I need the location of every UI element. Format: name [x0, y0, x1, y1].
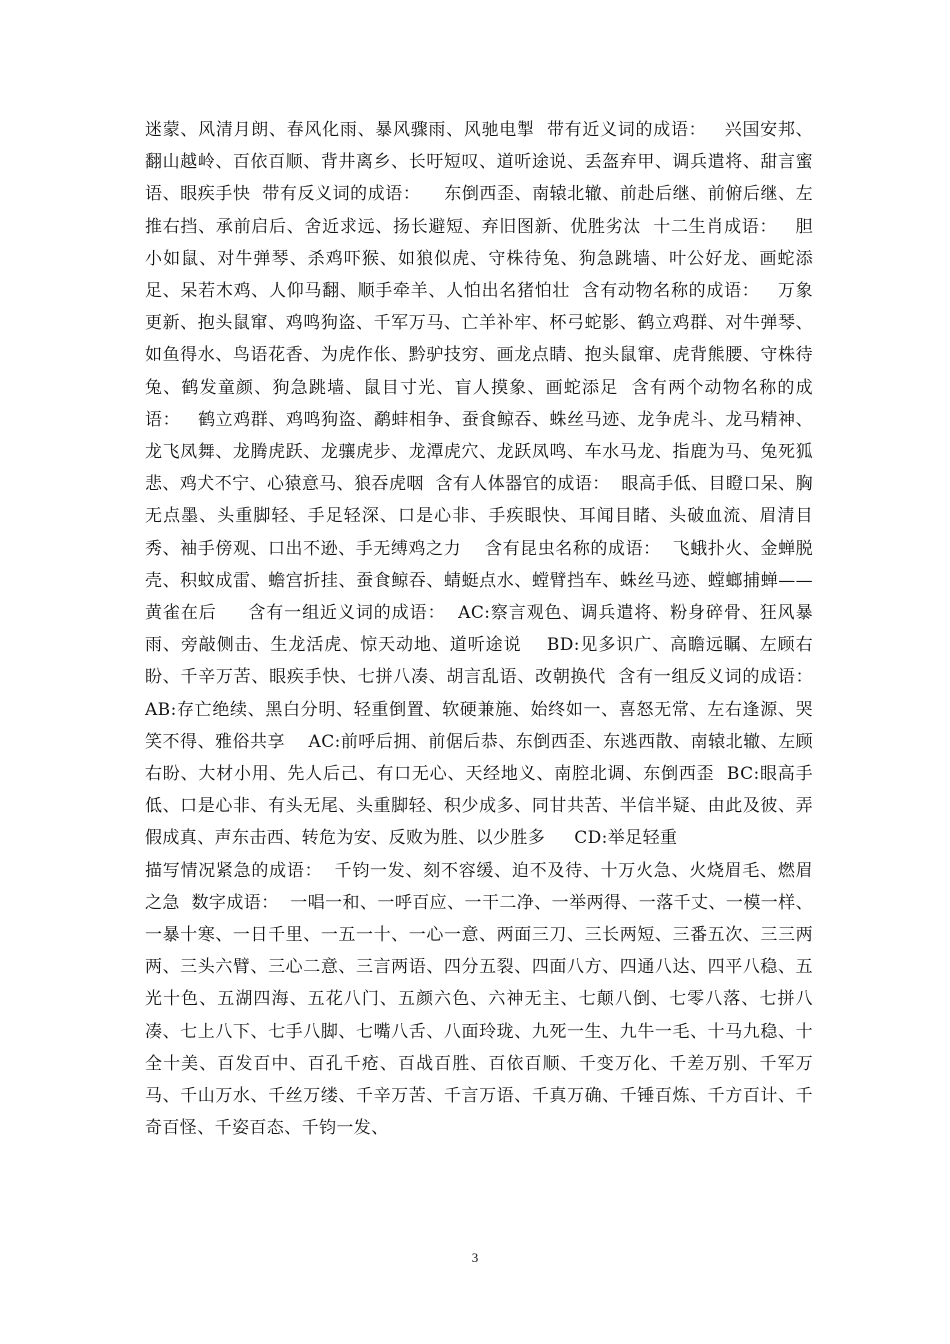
page-number: 3	[471, 1250, 479, 1265]
idiom-paragraph-1: 迷蒙、风清月朗、春风化雨、暴风骤雨、风驰电掣 带有近义词的成语： 兴国安邦、翻山越岭、百依百顺、背井离乡、长吁短叹、道听途说、丢盔弃甲、调兵遣将、甜言蜜语、眼疾手快 带有反义词的成语： 东倒西歪、南辕北辙、前赴后继、前俯后继、左推右挡、承前启后、舍近求远、扬长避短、弃旧图新、优胜劣汰 十二生肖成语： 胆小如鼠、对牛弹琴、杀鸡吓猴、如狼似虎、守株待兔、狗急跳墙、叶公好龙、画蛇添足、呆若木鸡、人仰马翻、顺手牵羊、人怕出名猪怕壮 含有动物名称的成语： 万象更新、抱头鼠窜、鸡鸣狗盗、千军万马、亡羊补牢、杯弓蛇影、鹤立鸡群、对牛弹琴、如鱼得水、鸟语花香、为虎作伥、黔驴技穷、画龙点睛、抱头鼠窜、虎背熊腰、守株待兔、鹤发童颜、狗急跳墙、鼠目寸光、盲人摸象、画蛇添足 含有两个动物名称的成语： 鹤立鸡群、鸡鸣狗盗、鹬蚌相争、蚕食鲸吞、蛛丝马迹、龙争虎斗、龙马精神、龙飞凤舞、龙腾虎跃、龙骧虎步、龙潭虎穴、龙跃凤鸣、车水马龙、指鹿为马、兔死狐悲、鸡犬不宁、心猿意马、狼吞虎咽 含有人体器官的成语： 眼高手低、目瞪口呆、胸无点墨、头重脚轻、手足轻深、口是心非、手疾眼快、耳闻目睹、头破血流、眉清目秀、袖手傍观、口出不逊、手无缚鸡之力 含有昆虫名称的成语： 飞蛾扑火、金蝉脱壳、积蚊成雷、蟾宫折挂、蚕食鲸吞、蜻蜓点水、螳臂挡车、蛛丝马迹、螳螂捕蝉——黄雀在后 含有一组近义词的成语： AC:察言观色、调兵遣将、粉身碎骨、狂风暴雨、旁敲侧击、生龙活虎、惊天动地、道听途说 BD:见多识广、高瞻远瞩、左顾右盼、千辛万苦、眼疾手快、七拼八凑、胡言乱语、改朝换代 含有一组反义词的成语： AB:存亡绝续、黑白分明、轻重倒置、软硬兼施、始终如一、喜怒无常、左右逢源、哭笑不得、雅俗共享 AC:前呼后拥、前倨后恭、东倒西歪、东逃西散、南辕北辙、左顾右盼、大材小用、先人后己、有口无心、天经地义、南腔北调、东倒西歪 BC:眼高手低、口是心非、有头无尾、头重脚轻、积少成多、同甘共苦、半信半疑、由此及彼、弄假成真、声东击西、转危为安、反败为胜、以少胜多 CD:举足轻重	[145, 120, 825, 849]
idiom-paragraph-2: 描写情况紧急的成语： 千钧一发、刻不容缓、迫不及待、十万火急、火烧眉毛、燃眉之急 数字成语： 一唱一和、一呼百应、一干二净、一举两得、一落千丈、一模一样、一暴十寒、一日千里、一五一十、一心一意、两面三刀、三长两短、三番五次、三三两两、三头六臂、三心二意、三言两语、四分五裂、四面八方、四通八达、四平八稳、五光十色、五湖四海、五花八门、五颜六色、六神无主、七颠八倒、七零八落、七拼八凑、七上八下、七手八脚、七嘴八舌、八面玲珑、九死一生、九牛一毛、十马九稳、十全十美、百发百中、百孔千疮、百战百胜、百依百顺、千变万化、千差万别、千军万马、千山万水、千丝万缕、千辛万苦、千言万语、千真万确、千锤百炼、千方百计、千奇百怪、千姿百态、千钧一发、	[145, 860, 813, 1139]
body-text	[145, 114, 825, 1145]
